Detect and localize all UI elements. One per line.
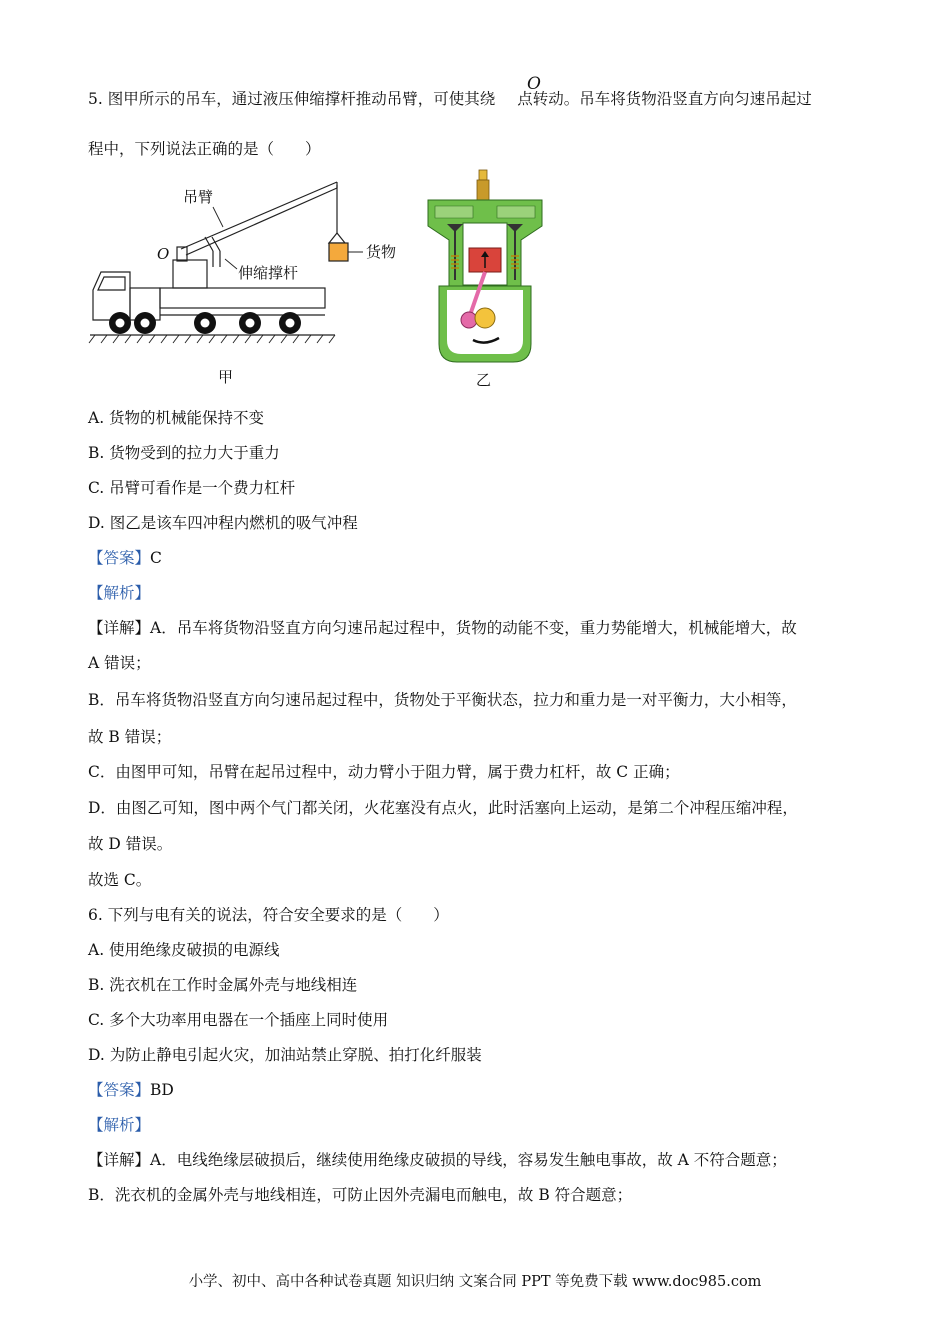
caption-figure-a: 甲 (218, 368, 234, 386)
q6-analysis-tag: 【解析】 (88, 1116, 151, 1134)
q5-analysis-tag: 【解析】 (88, 584, 151, 602)
label-strut: 伸缩撑杆 (238, 264, 299, 282)
q5-detail-line: B．吊车将货物沿竖直方向匀速吊起过程中，货物处于平衡状态，拉力和重力是一对平衡力，大小相等， (88, 691, 797, 709)
q6-answer-tag: 【答案】 (88, 1081, 151, 1099)
q5-detail-line: 【详解】A．吊车将货物沿竖直方向匀速吊起过程中，货物的动能不变，重力势能增大，机械能增大，故 (88, 619, 797, 637)
q6-option-b: B. 洗衣机在工作时金属外壳与地线相连 (88, 976, 358, 994)
page-footer: 小学、初中、高中各种试卷真题 知识归纳 文案合同 PPT 等免费下载 www.doc985.com (188, 1274, 762, 1290)
q5-stem-line1 (88, 88, 812, 110)
q6-option-d: D. 为防止静电引起火灾，加油站禁止穿脱、拍打化纤服装 (88, 1046, 482, 1064)
q5-detail-line: 故选 C。 (88, 871, 152, 889)
q5-detail-line: D．由图乙可知，图中两个气门都关闭，火花塞没有点火，此时活塞向上运动，是第二个冲程压缩冲程， (88, 799, 798, 817)
q6-option-c: C. 多个大功率用电器在一个插座上同时使用 (88, 1011, 389, 1029)
q5-detail-line: 故 D 错误。 (88, 835, 173, 853)
q5-option-a: A. 货物的机械能保持不变 (88, 409, 265, 427)
caption-figure-b: 乙 (476, 371, 492, 389)
q5-pivot-symbol: O (527, 74, 541, 94)
q5-detail-line: A 错误； (88, 654, 151, 672)
q5-stem-part1: 5. 图甲所示的吊车，通过液压伸缩撑杆推动吊臂，可使其绕 (88, 90, 496, 108)
q6-option-a: A. 使用绝缘皮破损的电源线 (88, 941, 280, 959)
q6-answer (88, 1079, 174, 1101)
q6-detail-line: B．洗衣机的金属外壳与地线相连，可防止因外壳漏电而触电，故 B 符合题意； (88, 1186, 633, 1204)
q5-answer (88, 547, 162, 569)
q6-detail-tag: 【详解】 (88, 1151, 151, 1169)
q5-option-b: B. 货物受到的拉力大于重力 (88, 444, 280, 462)
crane-figure (85, 175, 370, 350)
label-pivot: O (157, 245, 170, 263)
q5-option-c: C. 吊臂可看作是一个费力杠杆 (88, 479, 296, 497)
engine-figure (425, 168, 545, 368)
q5-stem-line2: 程中，下列说法正确的是（ ） (88, 140, 321, 158)
label-boom: 吊臂 (183, 188, 214, 206)
q5-option-d: D. 图乙是该车四冲程内燃机的吸气冲程 (88, 514, 358, 532)
q5-stem-part2: 点转动。吊车将货物沿竖直方向匀速吊起过 (517, 90, 812, 108)
q5-answer-tag: 【答案】 (88, 549, 151, 567)
q5-detail-line: C．由图甲可知，吊臂在起吊过程中，动力臂小于阻力臂，属于费力杠杆，故 C 正确； (88, 763, 680, 781)
q6-stem: 6. 下列与电有关的说法，符合安全要求的是（ ） (88, 906, 449, 924)
label-cargo: 货物 (366, 243, 397, 261)
q5-answer-value: C (150, 549, 162, 567)
q5-detail-line: 故 B 错误； (88, 728, 172, 746)
q5-detail-tag: 【详解】 (88, 619, 151, 637)
q6-answer-value: BD (150, 1081, 174, 1099)
q6-detail-line: 【详解】A．电线绝缘层破损后，继续使用绝缘皮破损的导线，容易发生触电事故，故 A 不符合题意； (88, 1151, 787, 1169)
